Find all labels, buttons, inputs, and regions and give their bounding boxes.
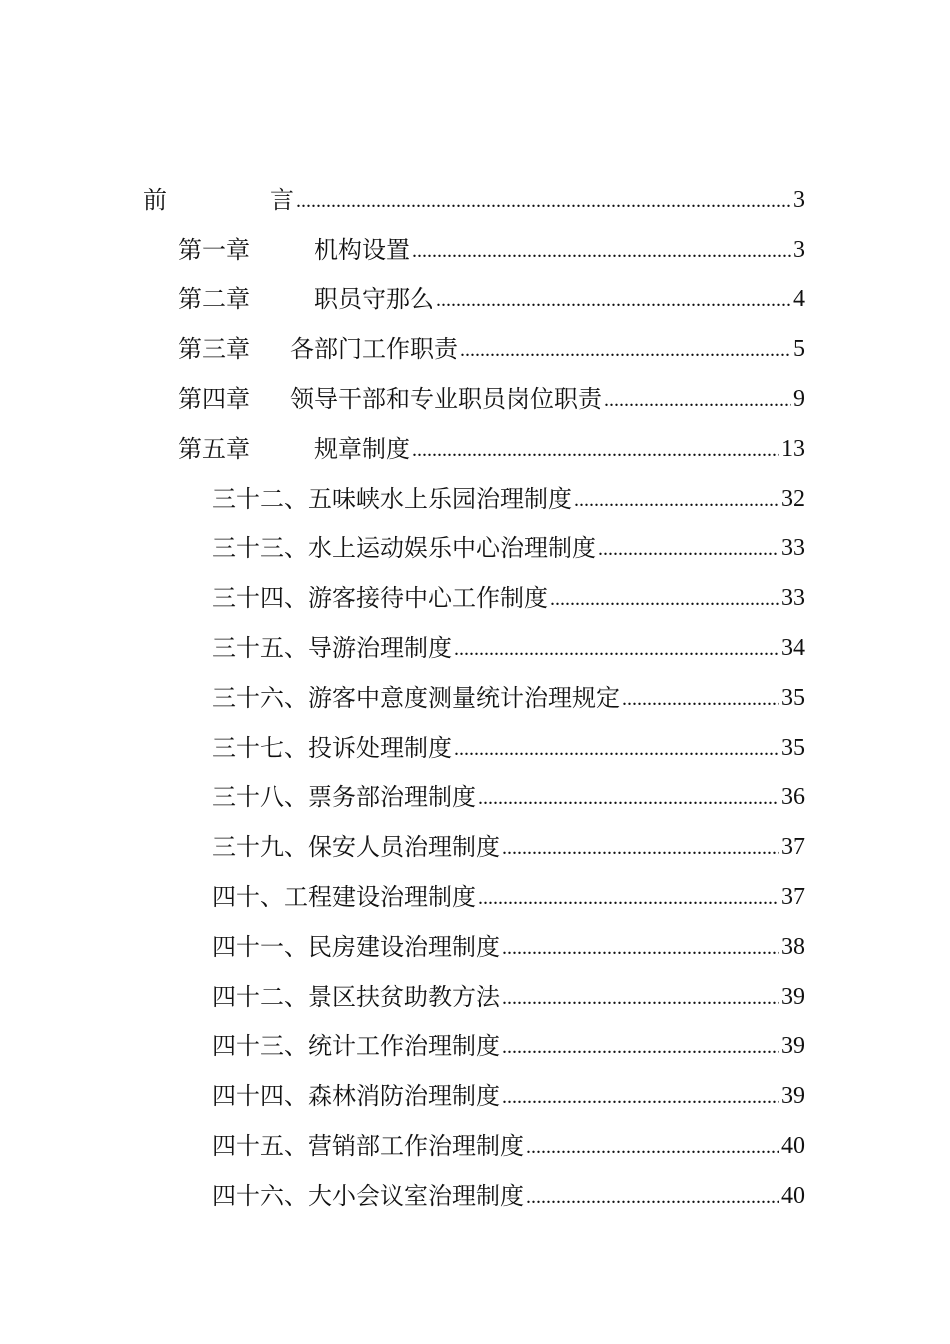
toc-entry-section-35[interactable] <box>0 623 950 673</box>
dot-leader <box>502 1084 779 1108</box>
toc-page-number: 3 <box>793 236 805 263</box>
toc-page-number: 39 <box>781 983 805 1010</box>
toc-entry-title: 四十六、大小会议室治理制度 <box>212 1181 524 1210</box>
toc-entry-section-38[interactable] <box>0 773 950 823</box>
toc-chapter-label: 第一章 <box>178 235 250 264</box>
toc-entry-title: 四十三、统计工作治理制度 <box>212 1032 500 1061</box>
dot-leader <box>502 935 779 959</box>
toc-chapter-label: 第二章 <box>178 285 250 314</box>
dot-leader <box>296 188 791 212</box>
toc-entry-title: 言 <box>270 185 294 214</box>
toc-page-number: 9 <box>793 386 805 413</box>
dot-leader <box>502 985 779 1009</box>
dot-leader <box>412 437 779 461</box>
toc-page-number: 38 <box>781 933 805 960</box>
toc-page-number: 39 <box>781 1083 805 1110</box>
dot-leader <box>460 337 791 361</box>
toc-entry-chapter-3[interactable] <box>0 324 950 374</box>
toc-page-number: 35 <box>781 684 805 711</box>
dot-leader <box>454 636 779 660</box>
toc-chapter-label: 前 <box>143 185 167 214</box>
toc-entry-section-42[interactable] <box>0 972 950 1022</box>
toc-entry-title: 三十六、游客中意度测量统计治理规定 <box>212 683 620 712</box>
toc-page-number: 39 <box>781 1033 805 1060</box>
toc-page-number: 13 <box>781 435 805 462</box>
toc-entry-section-39[interactable] <box>0 822 950 872</box>
toc-entry-section-36[interactable] <box>0 673 950 723</box>
toc-page-number: 32 <box>781 485 805 512</box>
dot-leader <box>604 387 791 411</box>
dot-leader <box>454 736 779 760</box>
toc-page-number: 37 <box>781 834 805 861</box>
dot-leader <box>574 487 779 511</box>
toc-page-number: 34 <box>781 635 805 662</box>
toc-entry-title: 四十、工程建设治理制度 <box>212 883 476 912</box>
table-of-contents <box>0 175 950 1221</box>
toc-entry-title: 三十七、投诉处理制度 <box>212 733 452 762</box>
dot-leader <box>412 238 791 262</box>
toc-entry-title: 三十四、游客接待中心工作制度 <box>212 584 548 613</box>
toc-entry-title: 四十四、森林消防治理制度 <box>212 1082 500 1111</box>
toc-entry-section-41[interactable] <box>0 922 950 972</box>
toc-entry-title: 四十二、景区扶贫助教方法 <box>212 982 500 1011</box>
toc-chapter-label: 第五章 <box>178 434 250 463</box>
toc-entry-preface[interactable] <box>0 175 950 225</box>
dot-leader <box>598 536 779 560</box>
toc-entry-section-34[interactable] <box>0 573 950 623</box>
toc-entry-title: 三十二、五味峡水上乐园治理制度 <box>212 484 572 513</box>
toc-chapter-label: 第三章 <box>178 335 250 364</box>
toc-chapter-label: 第四章 <box>178 385 250 414</box>
toc-page-number: 33 <box>781 535 805 562</box>
toc-page-number: 4 <box>793 286 805 313</box>
toc-entry-section-40[interactable] <box>0 872 950 922</box>
toc-entry-section-44[interactable] <box>0 1071 950 1121</box>
toc-entry-title: 机构设置 <box>314 235 410 264</box>
dot-leader <box>502 835 779 859</box>
toc-entry-title: 三十九、保安人员治理制度 <box>212 833 500 862</box>
toc-entry-chapter-4[interactable] <box>0 374 950 424</box>
toc-entry-section-46[interactable] <box>0 1171 950 1221</box>
toc-entry-title: 职员守那么 <box>314 285 434 314</box>
toc-page-number: 33 <box>781 585 805 612</box>
dot-leader <box>502 1034 779 1058</box>
dot-leader <box>526 1184 779 1208</box>
toc-entry-section-37[interactable] <box>0 723 950 773</box>
toc-entry-section-45[interactable] <box>0 1121 950 1171</box>
toc-entry-title: 各部门工作职责 <box>290 335 458 364</box>
toc-page-number: 36 <box>781 784 805 811</box>
toc-entry-section-33[interactable] <box>0 524 950 574</box>
toc-entry-section-43[interactable] <box>0 1022 950 1072</box>
dot-leader <box>622 686 779 710</box>
dot-leader <box>436 287 791 311</box>
dot-leader <box>550 586 779 610</box>
dot-leader <box>478 785 779 809</box>
toc-entry-chapter-2[interactable] <box>0 275 950 325</box>
toc-entry-title: 领导干部和专业职员岗位职责 <box>290 385 602 414</box>
toc-page-number: 3 <box>793 186 805 213</box>
dot-leader <box>526 1134 779 1158</box>
toc-entry-section-32[interactable] <box>0 474 950 524</box>
toc-entry-title: 四十五、营销部工作治理制度 <box>212 1132 524 1161</box>
toc-entry-title: 三十八、票务部治理制度 <box>212 783 476 812</box>
toc-entry-chapter-5[interactable] <box>0 424 950 474</box>
toc-entry-title: 三十三、水上运动娱乐中心治理制度 <box>212 534 596 563</box>
toc-entry-title: 规章制度 <box>314 434 410 463</box>
toc-page-number: 40 <box>781 1133 805 1160</box>
toc-entry-title: 四十一、民房建设治理制度 <box>212 932 500 961</box>
toc-entry-title: 三十五、导游治理制度 <box>212 634 452 663</box>
toc-page-number: 37 <box>781 884 805 911</box>
toc-page-number: 5 <box>793 336 805 363</box>
toc-entry-chapter-1[interactable] <box>0 225 950 275</box>
toc-page-number: 40 <box>781 1182 805 1209</box>
dot-leader <box>478 885 779 909</box>
toc-page-number: 35 <box>781 734 805 761</box>
